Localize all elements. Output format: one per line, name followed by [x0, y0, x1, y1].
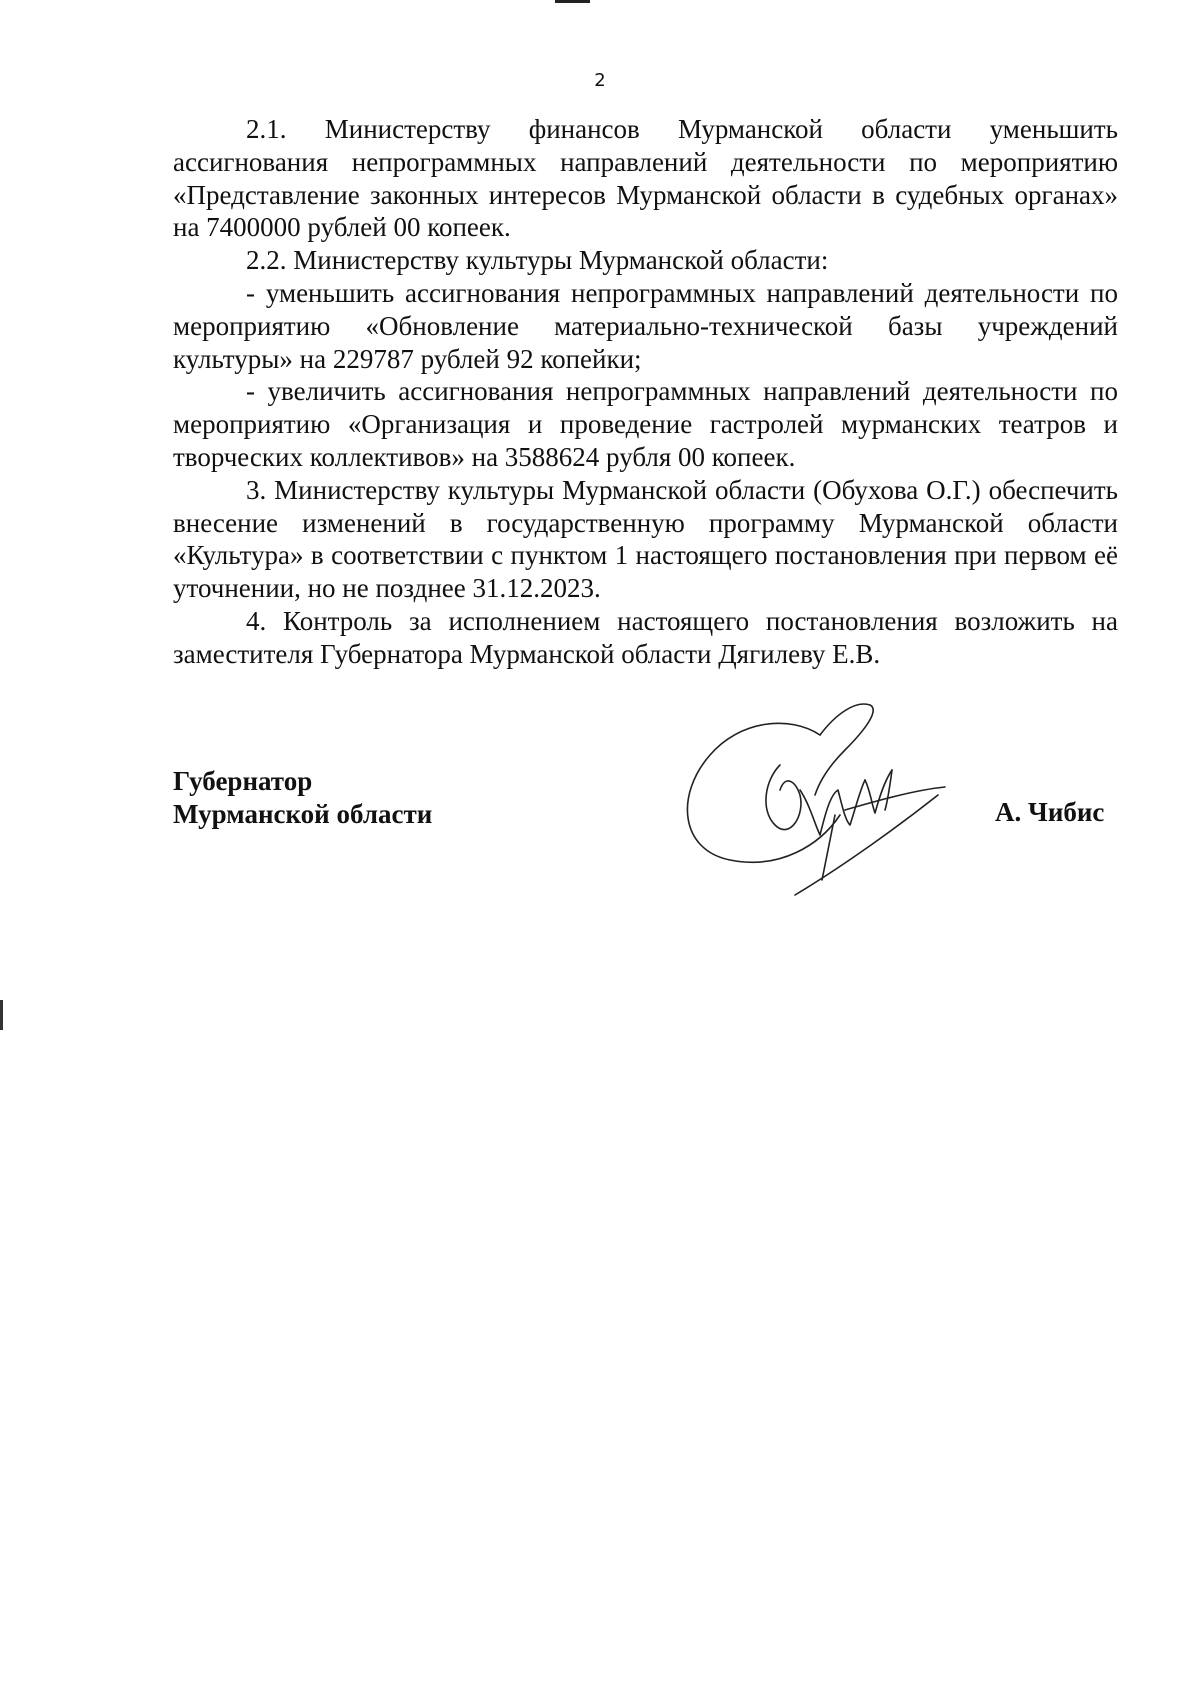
signatory-position-line2: Мурманской области [173, 799, 433, 829]
page-number: 2 [594, 70, 606, 91]
signatory-name: А. Чибис [995, 797, 1105, 827]
signatory-position [173, 765, 432, 831]
paragraph-2-1: 2.1. Министерству финансов Мурманской области уменьшить ассигнования непрограммных направлений деятельности по мероприятию «Представление законных интересов Мурманской области в судебных органах» на 7400000 рублей 00 копеек. [173, 114, 1118, 243]
scan-edge-mark [0, 1000, 3, 1030]
handwritten-signature [670, 695, 970, 905]
document-body [173, 113, 1118, 671]
paragraph-2-2-increase: - увеличить ассигнования непрограммных направлений деятельности по мероприятию «Организация и проведение гастролей мурманских театров и творческих коллективов» на 3588624 рубля 00 копеек. [173, 376, 1118, 472]
scan-artifact-mark [555, 0, 590, 3]
paragraph-3: 3. Министерству культуры Мурманской области (Обухова О.Г.) обеспечить внесение изменений в государственную программу Мурманской области «Культура» в соответствии с пунктом 1 настоящего постановления при первом её уточнении, но не позднее 31.12.2023. [173, 474, 1118, 604]
paragraph-4: 4. Контроль за исполнением настоящего постановления возложить на заместителя Губернатора Мурманской области Дягилеву Е.В. [173, 605, 1118, 669]
paragraph-2-2-decrease: - уменьшить ассигнования непрограммных направлений деятельности по мероприятию «Обновление материально-технической базы учреждений культуры» на 229787 рублей 92 копейки; [173, 277, 1118, 374]
signatory-position-line1: Губернатор [173, 766, 313, 796]
paragraph-2-2: 2.2. Министерству культуры Мурманской области: [246, 245, 829, 276]
